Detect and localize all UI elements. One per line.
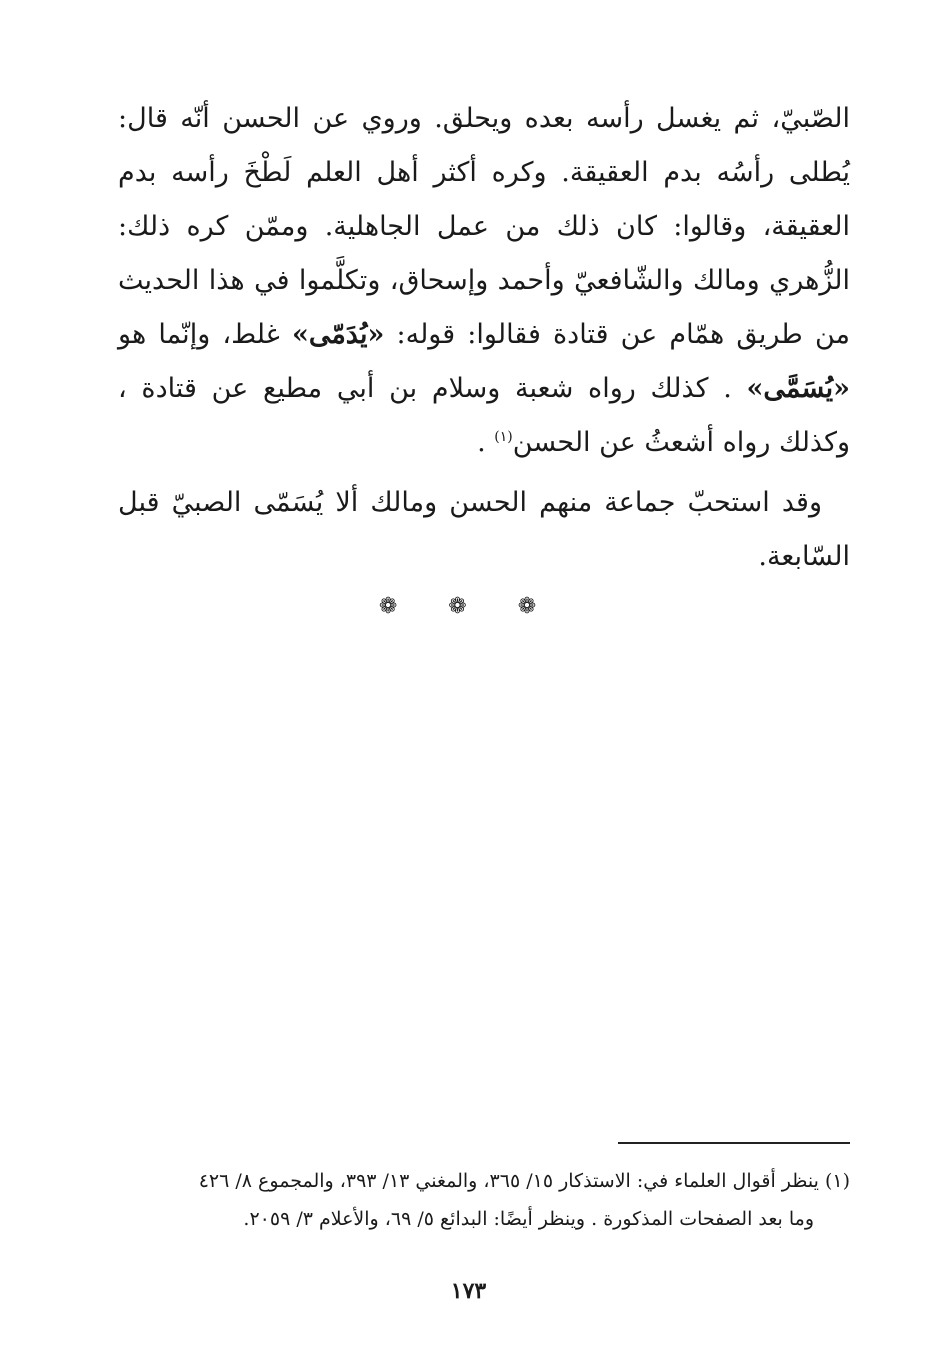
paragraph-1 <box>118 92 850 470</box>
footnote-1-line-2: وما بعد الصفحات المذكورة . وينظر أيضًا: البدائع ٥/ ٦٩، والأعلام ٣/ ٢٠٥٩. <box>243 1208 814 1230</box>
paragraph-1-text-b: غلط، وإنّما هو <box>118 319 280 350</box>
paragraph-1-text-c: . كذلك رواه شعبة وسلام بن أبي مطيع عن قتادة ، وكذلك رواه أشعثُ عن الحسن <box>118 373 850 458</box>
footnote-1-line-1: (١) ينظر أقوال العلماء في: الاستذكار ١٥/ ٣٦٥، والمغني ١٣/ ٣٩٣، والمجموع ٨/ ٤٢٦ <box>198 1170 850 1192</box>
paragraph-1-end: . <box>477 427 495 458</box>
quoted-word-yudamma: «يُدَمّى» <box>291 319 385 350</box>
paragraph-1-text-a: الصّبيّ، ثم يغسل رأسه بعده ويحلق. وروي عن الحسن أنّه قال: يُطلى رأسُه بدم العقيقة. وكره أكثر أهل العلم لَطْخَ رأسه بدم العقيقة، وقالوا: كان ذلك من عمل الجاهلية. وممّن كره ذلك: الزُّهري ومالك والشّافعيّ وأحمد وإسحاق، وتكلَّموا في هذا الحديث من طريق همّام عن قتادة فقالوا: قوله: <box>118 103 850 350</box>
main-text <box>118 92 850 584</box>
quoted-word-yusamma: «يُسَمَّى» <box>746 373 850 404</box>
footnotes <box>118 1162 850 1238</box>
footnote-reference[interactable]: (١) <box>494 429 513 445</box>
paragraph-2: وقد استحبّ جماعة منهم الحسن ومالك ألا يُسَمّى الصبيّ قبل السّابعة. <box>118 487 850 572</box>
page-number: ١٧٣ <box>450 1278 487 1304</box>
section-ornament: ❁ ❁ ❁ <box>378 594 559 619</box>
footnote-separator-line <box>618 1142 850 1144</box>
